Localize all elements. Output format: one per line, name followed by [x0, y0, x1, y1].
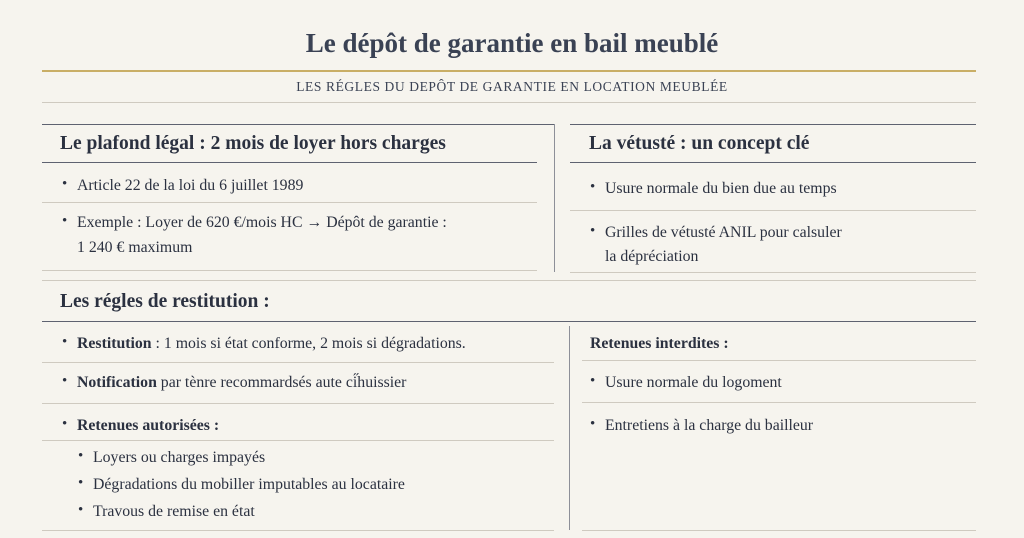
plafond-item-exemple: Exemple : Loyer de 620 €/mois HC → Dépôt de garantie : — [77, 214, 447, 231]
vetuste-item-rule — [570, 210, 976, 211]
retenue-loyers: Loyers ou charges impayés — [93, 449, 266, 466]
retenue-degradations: Dégradations du mobiller imputables au locataire — [93, 476, 405, 493]
retenues-rule — [42, 440, 554, 441]
restitution-item-delai — [77, 332, 466, 356]
restitution-top-rule — [42, 280, 976, 281]
subtitle-rule — [42, 102, 976, 103]
restitution-item-notification — [77, 371, 406, 395]
restitution-bottom-rule — [42, 530, 554, 531]
bullet-icon: • — [78, 502, 84, 518]
notification-label: Notification — [77, 374, 157, 391]
interdite-entretiens: Entretiens à la charge du bailleur — [605, 417, 814, 434]
restitution-item-text: : 1 mois si état conforme, 2 mois si dégradations. — [151, 335, 466, 352]
restitution-item-label: Restitution — [77, 335, 152, 352]
vetuste-heading: La vétusté : un concept clé — [589, 133, 810, 154]
bullet-icon: • — [62, 373, 68, 389]
restitution-item-rule — [42, 362, 554, 363]
plafond-item-rule — [42, 202, 537, 203]
restitution-heading-rule — [42, 321, 976, 322]
bullet-icon: • — [62, 213, 68, 229]
vetuste-item-usure: Usure normale du bien due au temps — [605, 180, 837, 197]
bullet-icon: • — [62, 334, 68, 350]
column-divider-bottom — [569, 326, 570, 530]
vetuste-heading-rule — [570, 162, 976, 163]
retenue-travaux: Travous de remise en état — [93, 503, 255, 520]
bullet-icon: • — [590, 373, 596, 389]
interdites-heading-rule — [582, 360, 976, 361]
interdite-usure: Usure normale du logoment — [605, 374, 782, 391]
bullet-icon: • — [590, 223, 596, 239]
bullet-icon: • — [78, 448, 84, 464]
plafond-heading-rule — [42, 162, 537, 163]
retenues-autorisees-label: Retenues autorisées : — [77, 417, 220, 434]
vetuste-item-grilles: Grilles de vétusté ANIL pour calsuler — [605, 224, 842, 241]
interdite-item-rule — [582, 402, 976, 403]
notification-text: par tènre recommardsés aute ci̋huissier — [156, 374, 407, 391]
interdites-heading — [590, 332, 729, 356]
restitution-heading: Les régles de restitution : — [60, 291, 270, 312]
bullet-icon: • — [78, 475, 84, 491]
plafond-item-exemple-cont: 1 240 € maximum — [77, 239, 193, 256]
plafond-heading: Le plafond légal : 2 mois de loyer hors charges — [60, 133, 446, 154]
title-divider — [42, 70, 976, 72]
column-divider-top — [554, 124, 555, 272]
page-subtitle: LES RÉGLES DU DEPÔT DE GARANTIE EN LOCATION MEUBLÉE — [296, 79, 728, 94]
plafond-bottom-rule — [42, 270, 537, 271]
vetuste-bottom-rule — [570, 272, 976, 273]
bullet-icon: • — [590, 416, 596, 432]
plafond-item-article: Article 22 de la loi du 6 juillet 1989 — [77, 177, 304, 194]
interdites-bottom-rule — [582, 530, 976, 531]
notification-rule — [42, 403, 554, 404]
restitution-item-retenues — [77, 414, 219, 438]
bullet-icon: • — [590, 179, 596, 195]
bullet-icon: • — [62, 176, 68, 192]
vetuste-item-grilles-cont: la dépréciation — [605, 248, 699, 265]
bullet-icon: • — [62, 416, 68, 432]
section-top-rule-left — [42, 124, 554, 125]
section-top-rule-right — [570, 124, 976, 125]
page-title: Le dépôt de garantie en bail meublé — [305, 28, 719, 58]
interdites-heading-label: Retenues interdites : — [590, 335, 729, 352]
